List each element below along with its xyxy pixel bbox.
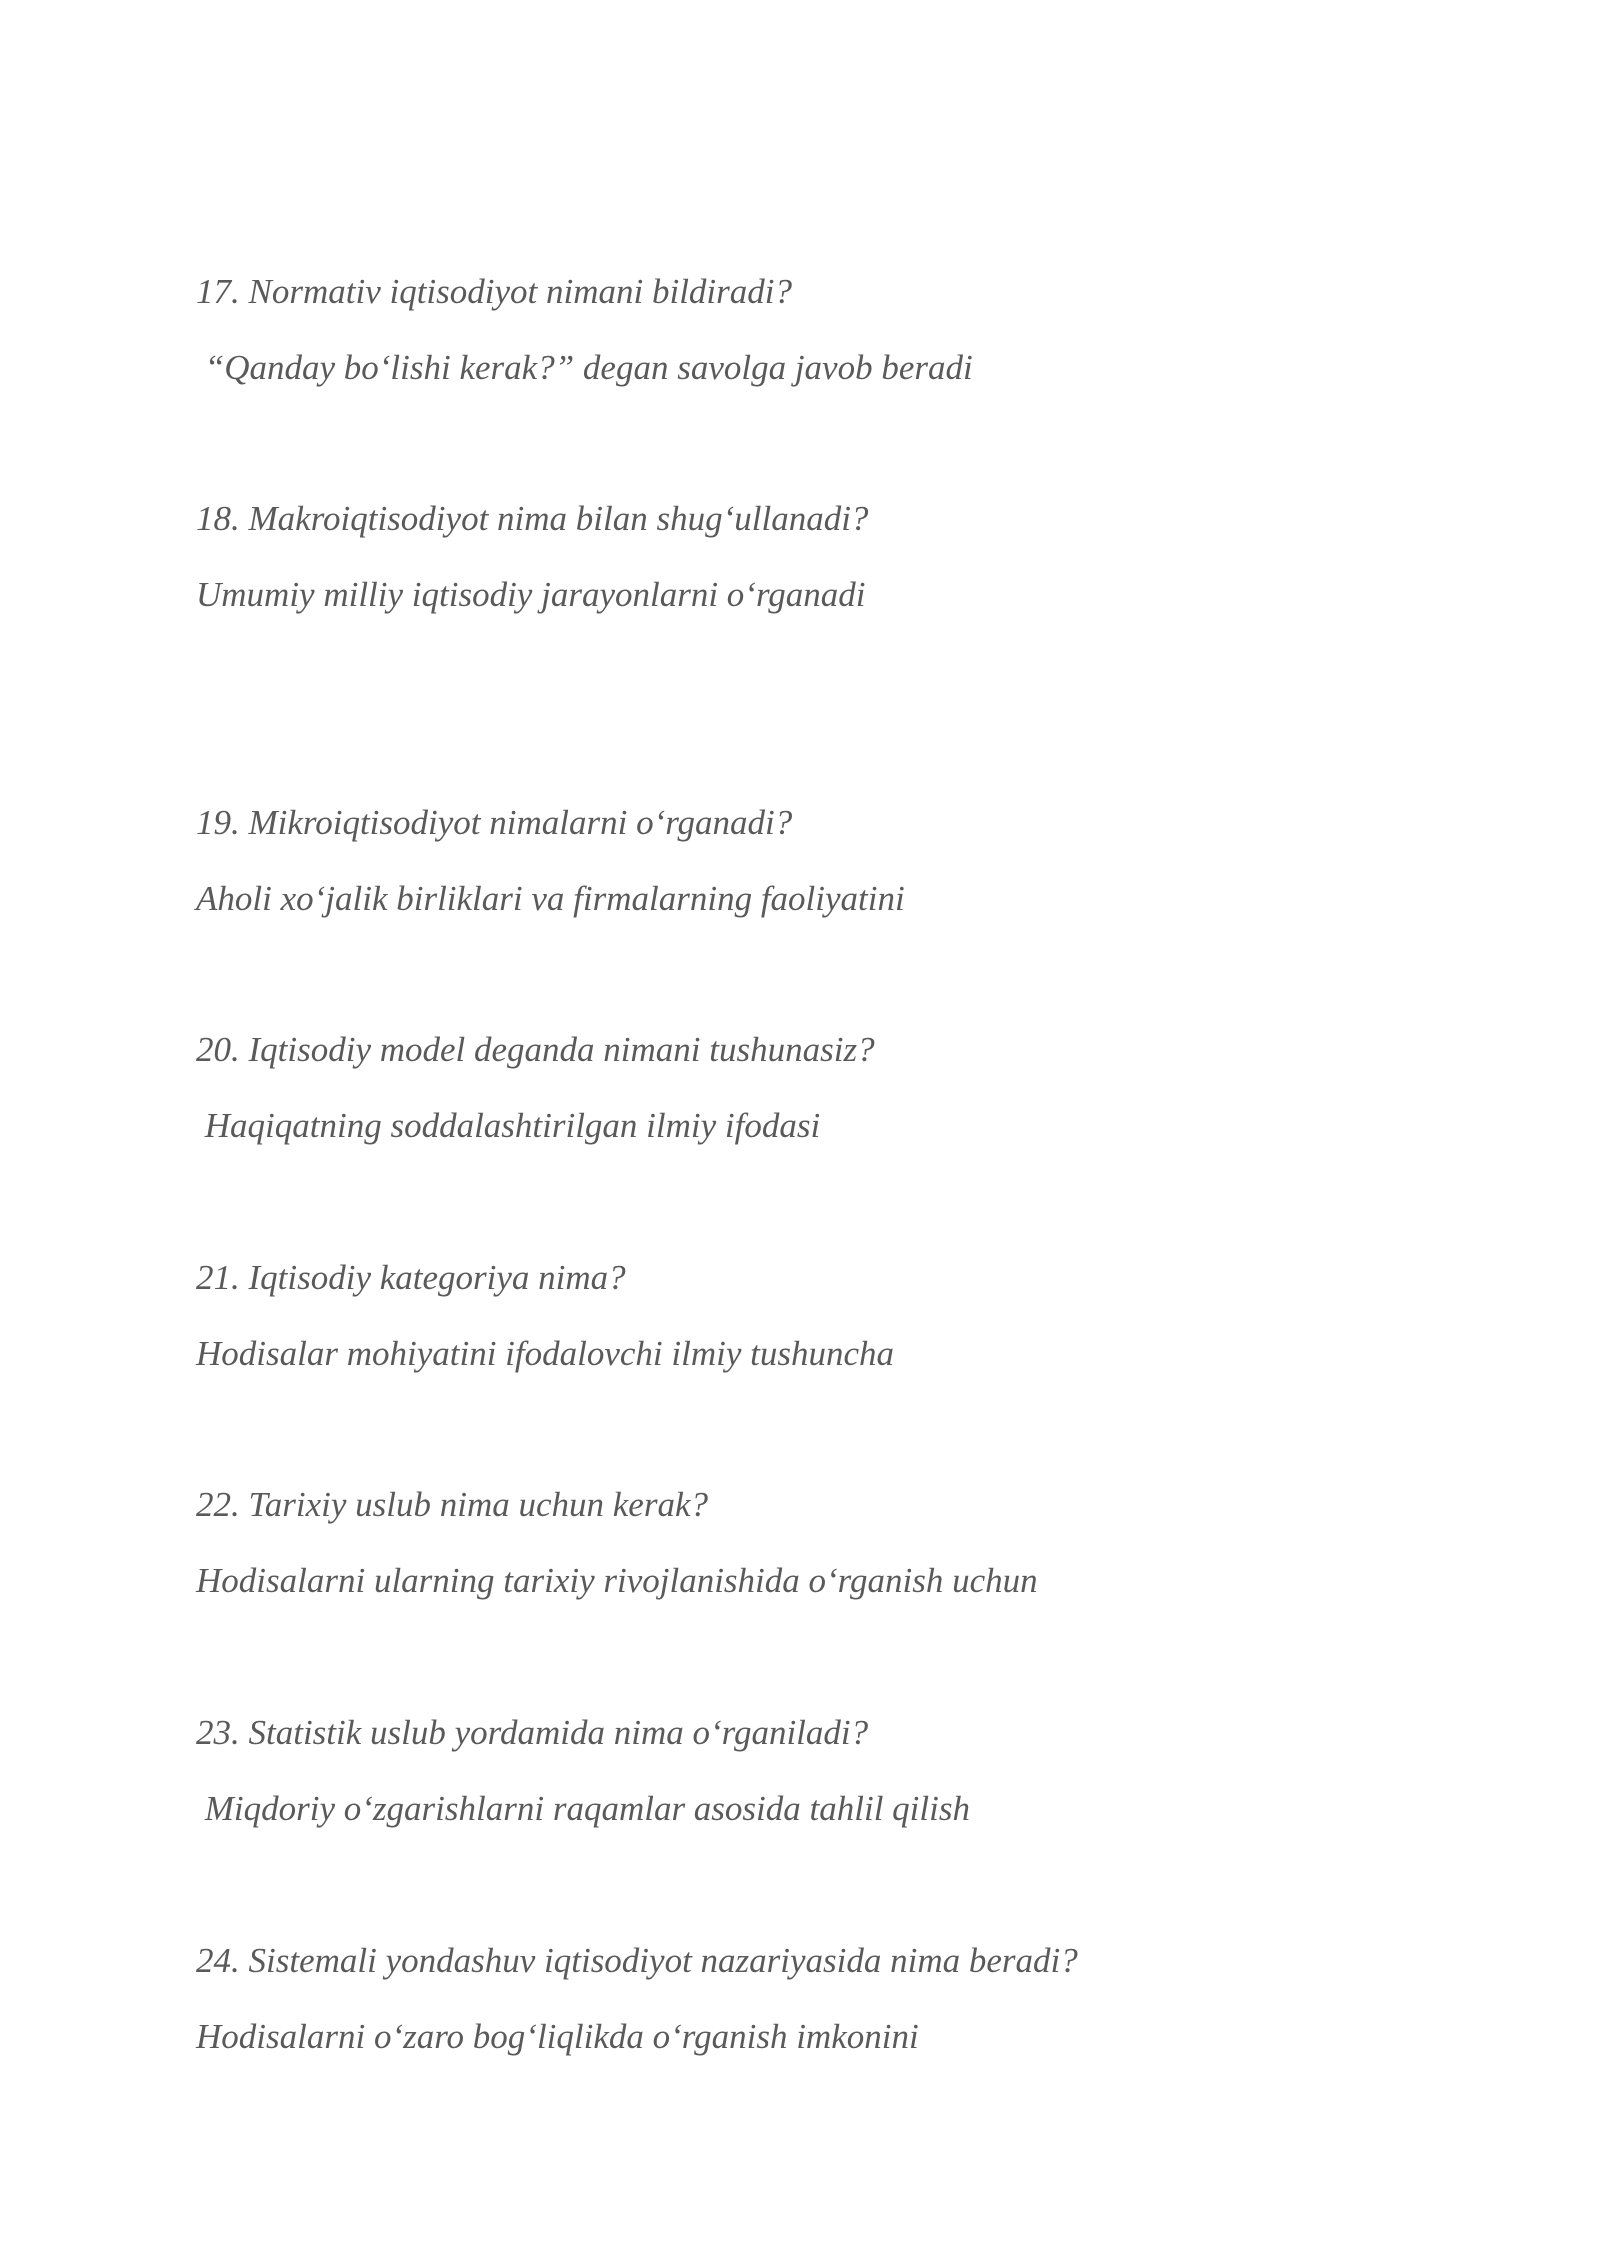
question-23: 23. Statistik uslub yordamida nima o‘rganiladi? xyxy=(196,1713,869,1752)
question-21: 21. Iqtisodiy kategoriya nima? xyxy=(196,1258,626,1297)
question-17: 17. Normativ iqtisodiyot nimani bildiradi? xyxy=(196,272,792,311)
question-19: 19. Mikroiqtisodiyot nimalarni o‘rganadi? xyxy=(196,803,793,842)
answer-24: Hodisalarni o‘zaro bog‘liqlikda o‘rganish imkonini xyxy=(196,2017,919,2056)
answer-21: Hodisalar mohiyatini ifodalovchi ilmiy tushuncha xyxy=(196,1334,895,1373)
question-24: 24. Sistemali yondashuv iqtisodiyot nazariyasida nima beradi? xyxy=(196,1941,1078,1980)
answer-18: Umumiy milliy iqtisodiy jarayonlarni o‘rganadi xyxy=(196,575,866,614)
question-20: 20. Iqtisodiy model deganda nimani tushunasiz? xyxy=(196,1030,875,1069)
answer-22: Hodisalarni ularning tarixiy rivojlanishida o‘rganish uchun xyxy=(196,1561,1038,1600)
answer-23: Miqdoriy o‘zgarishlarni raqamlar asosida tahlil qilish xyxy=(196,1789,970,1828)
question-22: 22. Tarixiy uslub nima uchun kerak? xyxy=(196,1485,708,1524)
answer-17: “Qanday bo‘lishi kerak?” degan savolga javob beradi xyxy=(196,348,973,387)
question-18: 18. Makroiqtisodiyot nima bilan shug‘ullanadi? xyxy=(196,499,869,538)
answer-20: Haqiqatning soddalashtirilgan ilmiy ifodasi xyxy=(196,1106,821,1145)
answer-19: Aholi xo‘jalik birliklari va firmalarning faoliyatini xyxy=(196,879,905,918)
